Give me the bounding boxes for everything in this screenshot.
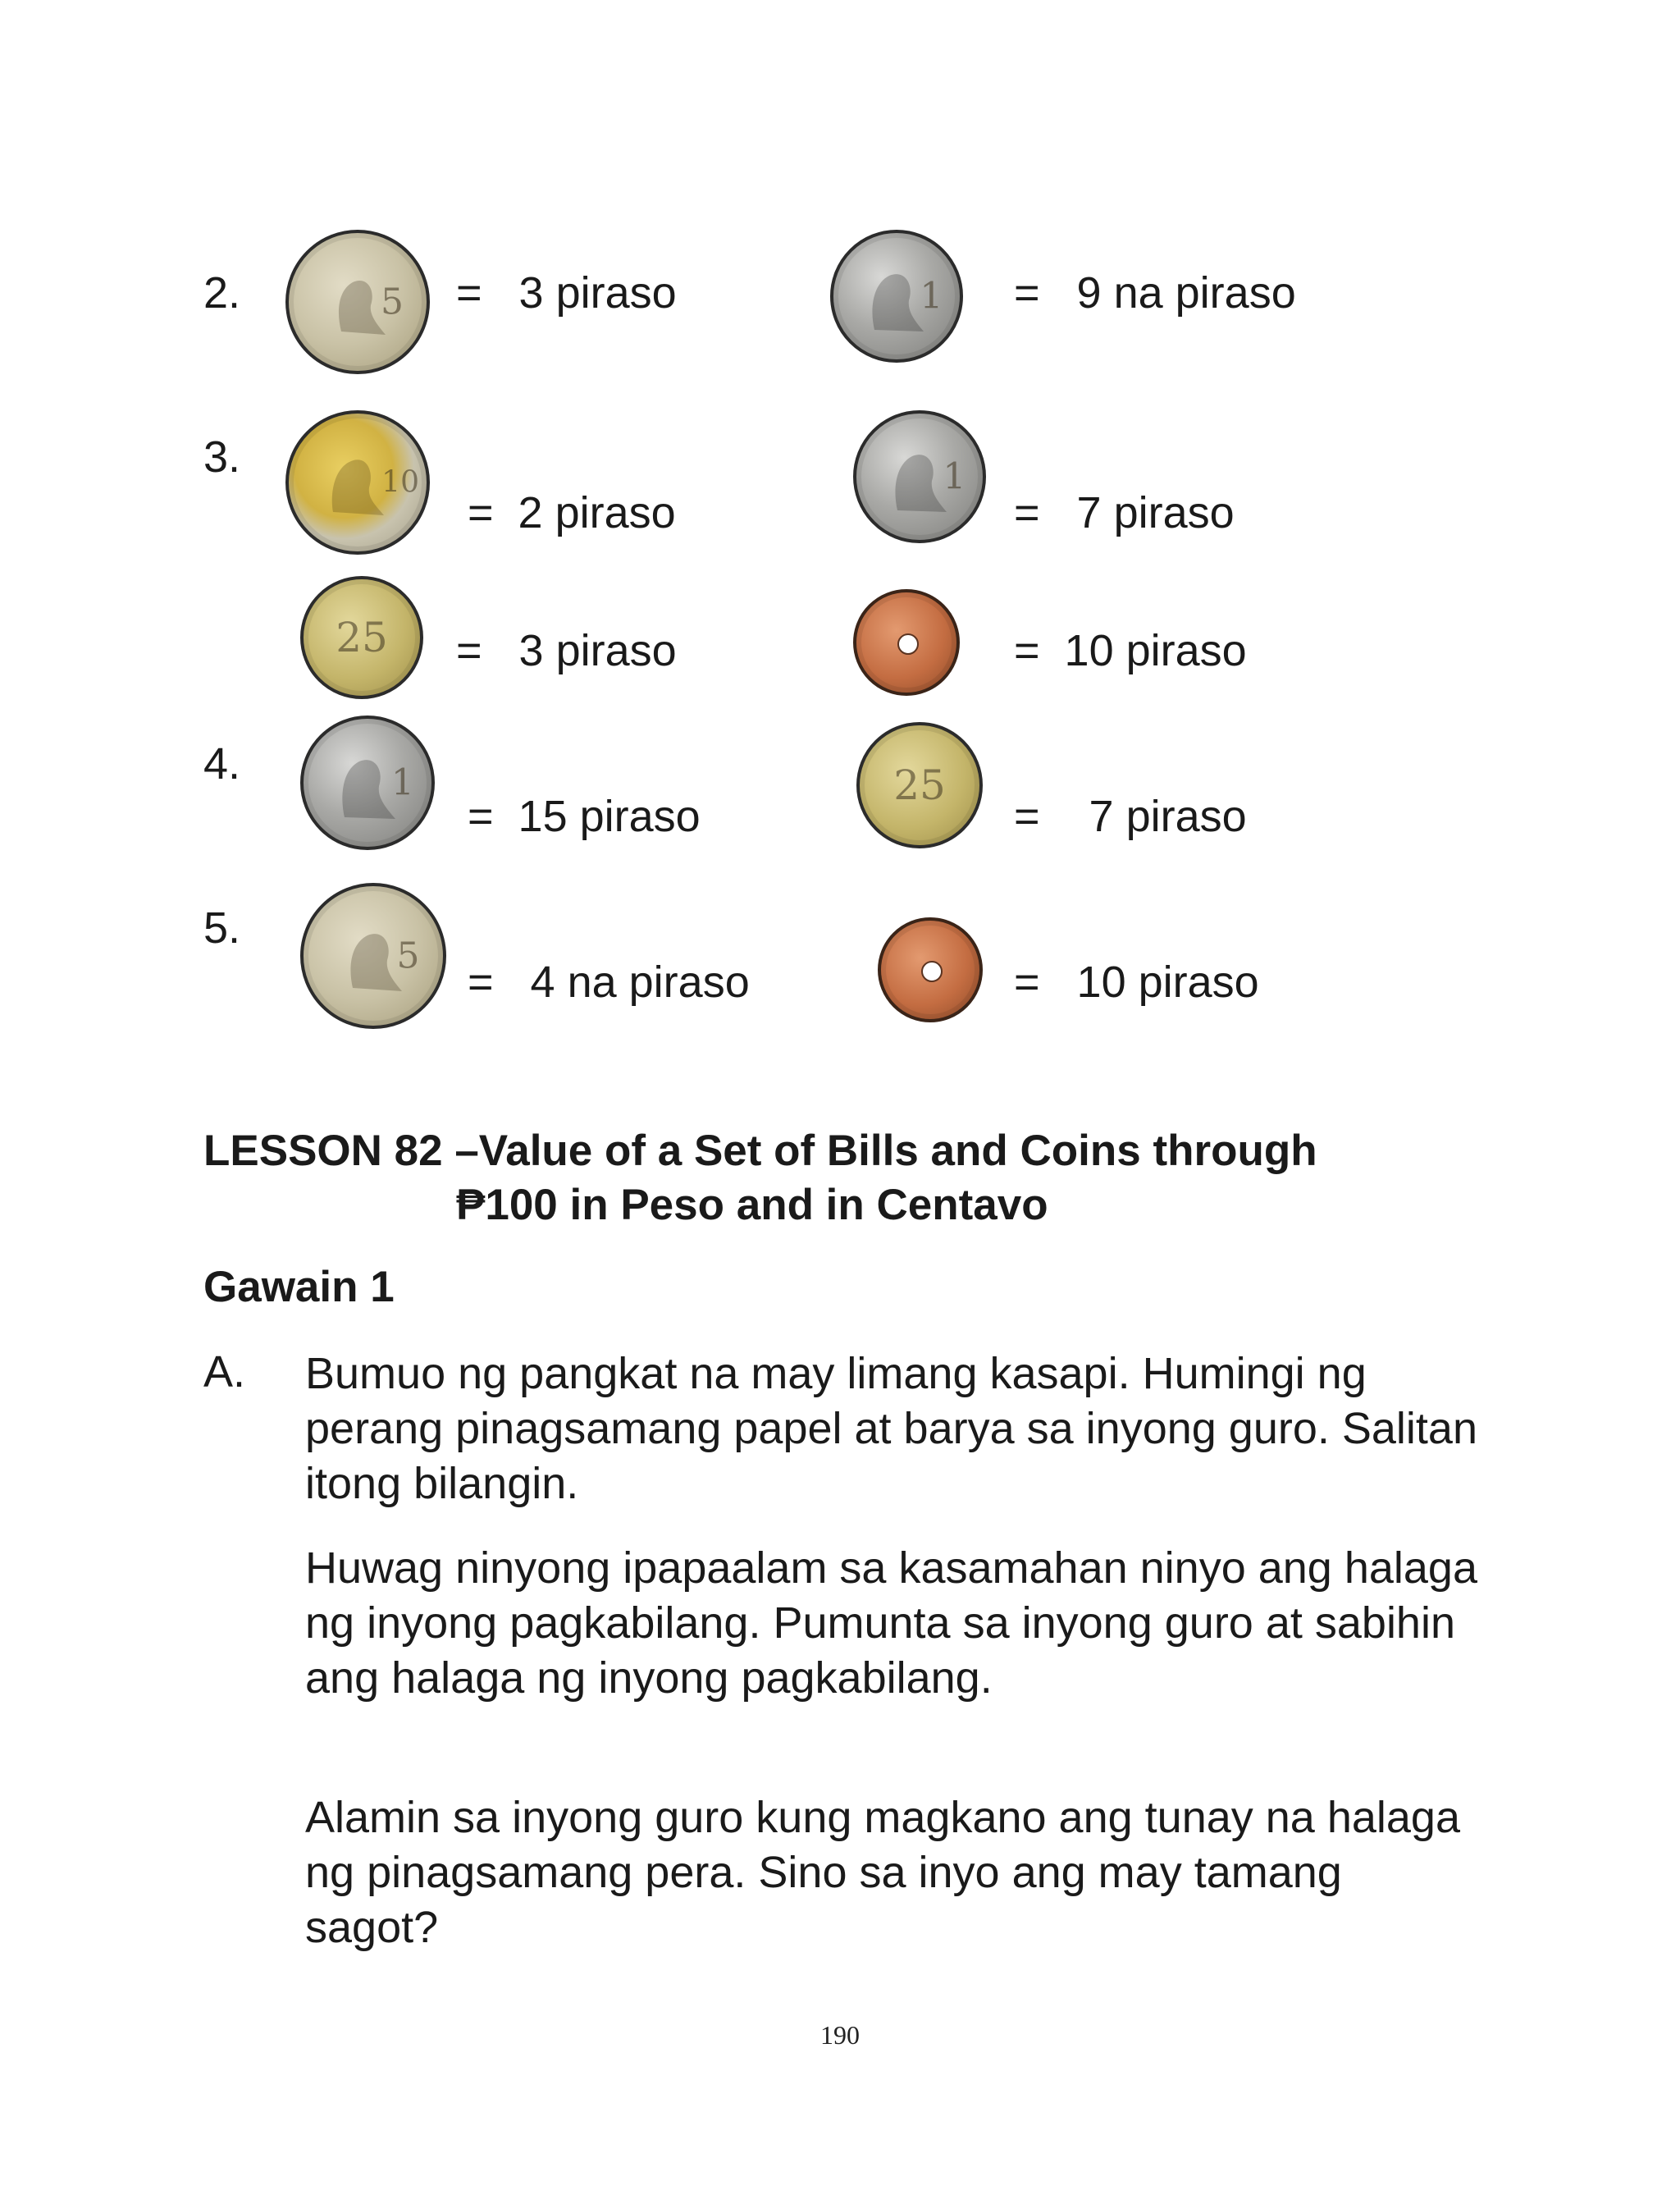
coin-denomination: 1: [390, 761, 414, 804]
item-number: 5.: [203, 903, 241, 953]
five-peso-coin-image: [285, 230, 430, 374]
coin-denomination: 10: [381, 465, 419, 500]
one-peso-coin-image: [300, 716, 435, 850]
page-number: 190: [820, 2020, 860, 2050]
coin-denomination: 25: [893, 761, 946, 809]
one-peso-coin-image: [853, 410, 986, 543]
five-peso-coin-image: [300, 883, 446, 1029]
item-number: 2.: [203, 268, 241, 318]
coin-hole: [897, 633, 919, 655]
coin-denomination: 25: [336, 614, 388, 661]
lesson-title-line-1: LESSON 82 –Value of a Set of Bills and Coins through: [203, 1127, 1317, 1175]
coin-denomination: 5: [396, 935, 420, 977]
coin-denomination: 1: [920, 275, 943, 318]
ten-peso-coin-image: [285, 410, 430, 555]
item-2-right-count: = 9 na piraso: [1014, 268, 1296, 318]
item-4-left-count: = 15 piraso: [468, 792, 701, 841]
item-number: 3.: [203, 432, 241, 482]
instruction-paragraph-2: Huwag ninyong ipapaalam sa kasamahan ninyo ang halaga ng inyong pagkabilang. Pumunta sa inyong guro at sabihin ang halaga ng inyong pagkabilang.: [305, 1543, 1477, 1703]
item-3-right-count: = 7 piraso: [1014, 488, 1235, 537]
item-3-left-count: = 2 piraso: [468, 488, 676, 537]
item-2-left-count: = 3 piraso: [456, 268, 677, 318]
item-4-right-count: = 7 piraso: [1014, 792, 1247, 841]
item-3b-left-count: = 3 piraso: [456, 626, 677, 675]
coin-hole: [921, 961, 943, 982]
item-number: 4.: [203, 739, 241, 789]
five-centavo-coin-image: [853, 589, 960, 696]
lesson-title-line-2: ₱100 in Peso and in Centavo: [456, 1181, 1048, 1229]
instruction-paragraph-1: Bumuo ng pangkat na may limang kasapi. Humingi ng perang pinagsamang papel at barya sa inyong guro. Salitan itong bilangin.: [305, 1349, 1477, 1508]
one-peso-coin-image: [830, 230, 963, 363]
lesson-title: [203, 1124, 1434, 1232]
five-centavo-coin-image: [878, 917, 983, 1022]
item-5-left-count: = 4 na piraso: [468, 958, 750, 1007]
twenty-five-centavo-coin-image: [300, 576, 423, 699]
instruction-paragraph-3: Alamin sa inyong guro kung magkano ang tunay na halaga ng pinagsamang pera. Sino sa inyo ang may tamang sagot?: [305, 1793, 1460, 1952]
item-label: A.: [203, 1347, 246, 1397]
twenty-five-centavo-coin-image: [856, 722, 983, 848]
item-5-right-count: = 10 piraso: [1014, 958, 1259, 1007]
item-3b-right-count: = 10 piraso: [1014, 626, 1247, 675]
coin-denomination: 1: [943, 455, 966, 498]
activity-heading: Gawain 1: [203, 1263, 395, 1311]
coin-denomination: 5: [381, 281, 404, 323]
